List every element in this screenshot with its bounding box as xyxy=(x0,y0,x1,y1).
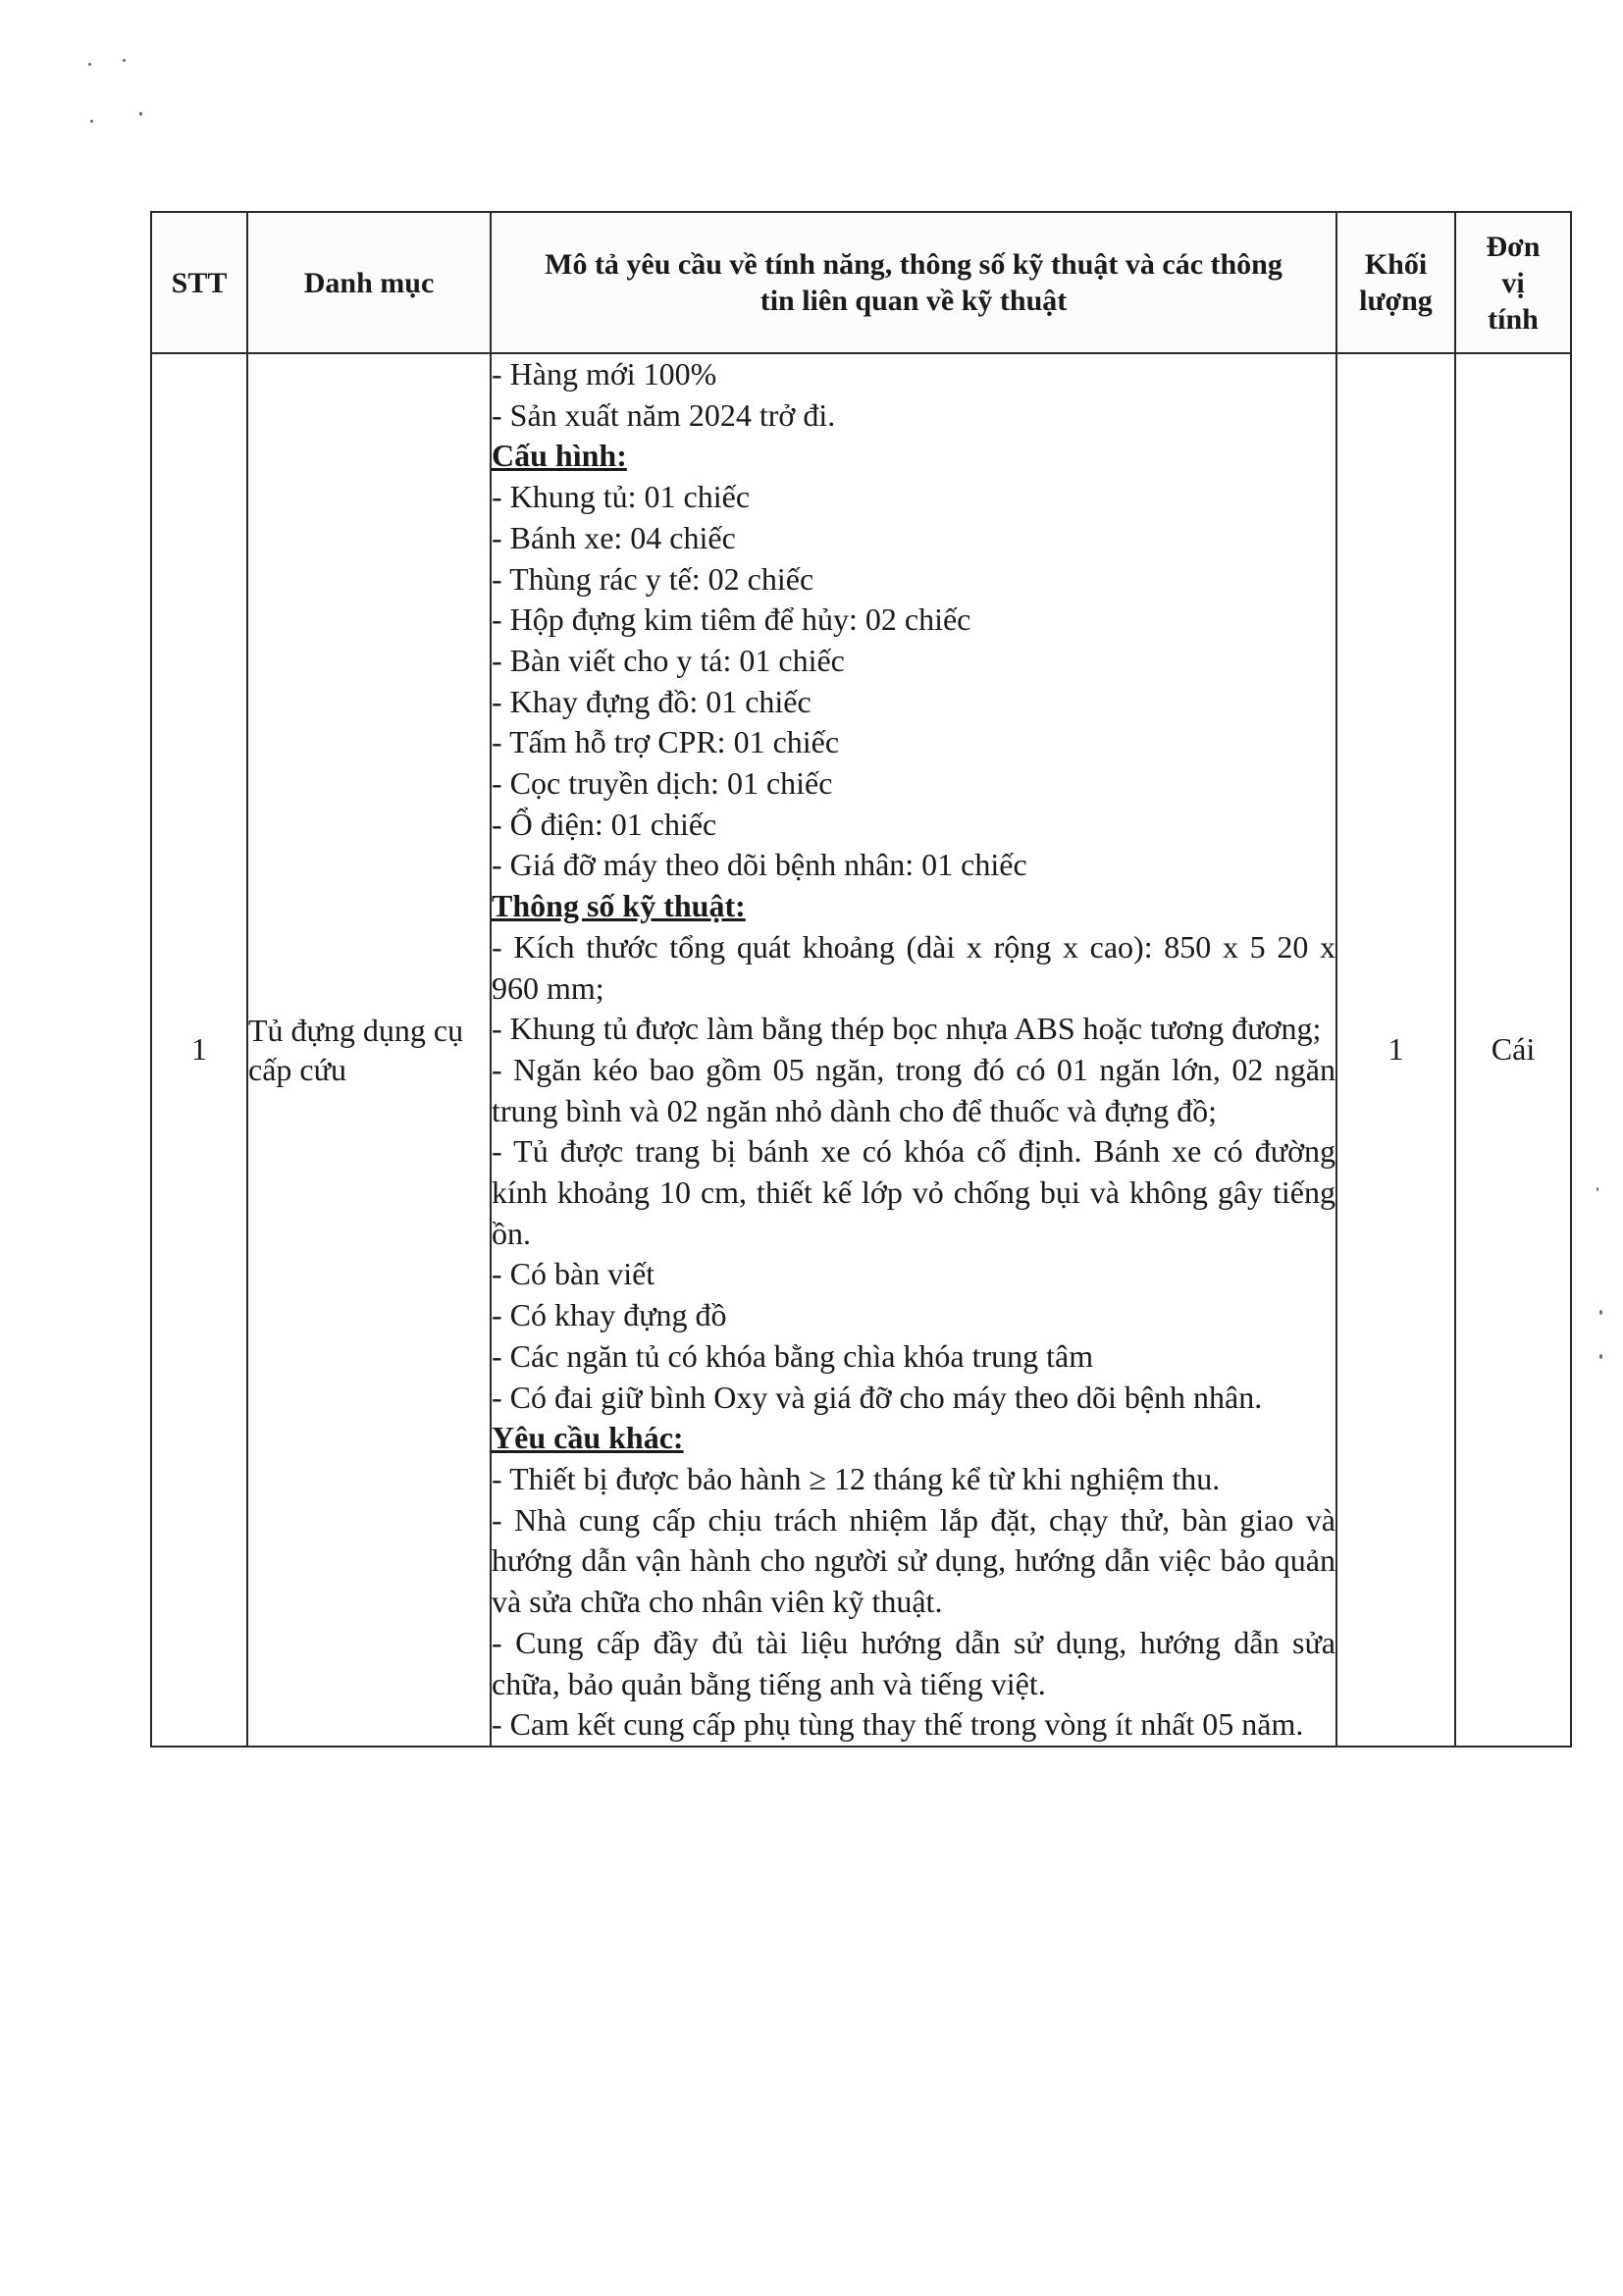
specs-section-title: Thông số kỹ thuật: xyxy=(492,888,746,924)
spec-item: - Tủ được trang bị bánh xe có khóa cố định. Bánh xe có đường kính khoảng 10 cm, thiết kế lớp vỏ chống bụi và không gây tiếng ồn. xyxy=(492,1133,1335,1251)
other-section-title: Yêu cầu khác: xyxy=(492,1420,684,1456)
other-item: - Nhà cung cấp chịu trách nhiệm lắp đặt, chạy thử, bàn giao và hướng dẫn vận hành cho người sử dụng, hướng dẫn việc bảo quản và sửa chữa cho nhân viên kỹ thuật. xyxy=(492,1501,1335,1620)
row-category: Tủ đựng dụng cụ cấp cứu xyxy=(247,353,491,1747)
scan-speck xyxy=(1599,1354,1602,1359)
specification-table xyxy=(150,211,1572,1748)
config-item: - Khung tủ: 01 chiếc xyxy=(492,479,751,515)
config-item: - Ổ điện: 01 chiếc xyxy=(492,806,717,842)
header-quantity: Khối lượng xyxy=(1336,212,1455,353)
header-row xyxy=(151,212,1571,353)
scan-speck xyxy=(1597,1187,1598,1191)
config-item: - Hộp đựng kim tiêm để hủy: 02 chiếc xyxy=(492,601,971,638)
table-row xyxy=(151,353,1571,1747)
config-item: - Bàn viết cho y tá: 01 chiếc xyxy=(492,642,845,678)
spec-item: - Khung tủ được làm bằng thép bọc nhựa ABS hoặc tương đương; xyxy=(492,1011,1322,1047)
spec-item: - Có đai giữ bình Oxy và giá đỡ cho máy theo dõi bệnh nhân. xyxy=(492,1379,1263,1415)
scan-speck xyxy=(139,112,142,116)
config-item: - Khay đựng đồ: 01 chiếc xyxy=(492,683,812,719)
header-category: Danh mục xyxy=(247,212,491,353)
scan-speck xyxy=(88,63,91,66)
spec-item: - Có khay đựng đồ xyxy=(492,1297,727,1333)
config-item: - Thùng rác y tế: 02 chiếc xyxy=(492,560,814,597)
row-unit: Cái xyxy=(1455,353,1571,1747)
scan-speck xyxy=(123,59,126,62)
scan-speck xyxy=(1599,1310,1602,1315)
config-item: - Cọc truyền dịch: 01 chiếc xyxy=(492,765,833,802)
header-stt: STT xyxy=(151,212,247,353)
row-description xyxy=(491,353,1336,1747)
other-item: - Cam kết cung cấp phụ tùng thay thế trong vòng ít nhất 05 năm. xyxy=(492,1706,1304,1743)
spec-item: - Kích thước tổng quát khoảng (dài x rộng x cao): 850 x 5 20 x 960 mm; xyxy=(492,928,1335,1006)
spec-item: - Các ngăn tủ có khóa bằng chìa khóa trung tâm xyxy=(492,1337,1094,1374)
intro-line: - Hàng mới 100% xyxy=(492,356,717,391)
header-description: Mô tả yêu cầu về tính năng, thông số kỹ thuật và các thông tin liên quan về kỹ thuật xyxy=(491,212,1336,353)
other-item: - Cung cấp đầy đủ tài liệu hướng dẫn sử dụng, hướng dẫn sửa chữa, bảo quản bằng tiếng anh và tiếng việt. xyxy=(492,1624,1335,1701)
scan-speck xyxy=(90,120,93,123)
intro-line: - Sản xuất năm 2024 trở đi. xyxy=(492,396,836,433)
header-unit: Đơn vị tính xyxy=(1455,212,1571,353)
config-item: - Giá đỡ máy theo dõi bệnh nhân: 01 chiếc xyxy=(492,847,1027,883)
spec-item: - Ngăn kéo bao gồm 05 ngăn, trong đó có 01 ngăn lớn, 02 ngăn trung bình và 02 ngăn nhỏ dành cho để thuốc và đựng đồ; xyxy=(492,1051,1335,1128)
config-item: - Tấm hỗ trợ CPR: 01 chiếc xyxy=(492,724,840,760)
row-stt: 1 xyxy=(151,353,247,1747)
spec-item: - Có bàn viết xyxy=(492,1256,655,1292)
row-quantity: 1 xyxy=(1336,353,1455,1747)
other-item: - Thiết bị được bảo hành ≥ 12 tháng kể từ khi nghiệm thu. xyxy=(492,1460,1221,1496)
config-section-title: Cấu hình: xyxy=(492,438,627,474)
config-item: - Bánh xe: 04 chiếc xyxy=(492,519,736,555)
